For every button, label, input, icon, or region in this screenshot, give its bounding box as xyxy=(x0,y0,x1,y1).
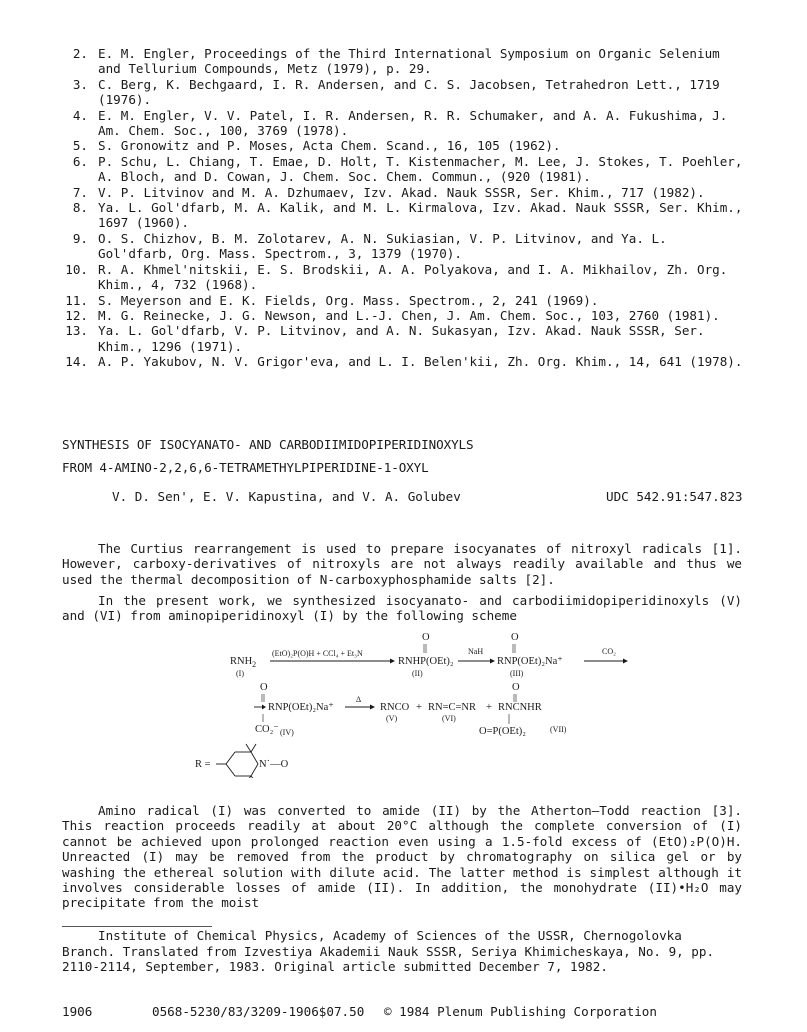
reference-item xyxy=(58,231,748,262)
reference-number: 7. xyxy=(72,184,88,200)
reference-text: M. G. Reinecke, J. G. Newson, and L.-J. Chen, J. Am. Chem. Soc., 103, 2760 (1981). xyxy=(98,307,720,323)
reagents-atherton-todd: (EtO)₂P(O)H + CCl₄ + Et₃N xyxy=(272,649,363,658)
reference-item xyxy=(58,293,748,308)
reference-item xyxy=(58,185,748,200)
reference-number: 11. xyxy=(65,292,88,308)
reference-item xyxy=(58,323,748,354)
udc-code: UDC 542.91:547.823 xyxy=(606,489,743,504)
reference-text: E. M. Engler, Proceedings of the Third International Symposium on Organic Selenium and Tellurium Compounds, Metz (1979), p. 29. xyxy=(98,46,720,77)
article-title-line-2: FROM 4-AMINO-2,2,6,6-TETRAMETHYLPIPERIDINE-1-OXYL xyxy=(62,460,429,475)
reference-number: 2. xyxy=(72,46,88,61)
arrowhead-3 xyxy=(623,659,628,664)
reference-item xyxy=(58,154,748,185)
label-compound-V: (V) xyxy=(386,714,398,723)
copyright-notice: © 1984 Plenum Publishing Corporation xyxy=(384,1004,657,1019)
reference-text: S. Gronowitz and P. Moses, Acta Chem. Scand., 16, 105 (1962). xyxy=(98,138,561,154)
plus-sign-2: + xyxy=(486,702,492,713)
reference-number: 3. xyxy=(72,76,88,92)
article-authors: V. D. Sen', E. V. Kapustina, and V. A. Golubev xyxy=(112,489,461,504)
reference-item xyxy=(58,138,748,153)
reference-text: O. S. Chizhov, B. M. Zolotarev, A. N. Sukiasian, V. P. Litvinov, and Ya. L. Gol'dfarb, Org. Mass. Spectrom., 3, 1379 (1970). xyxy=(98,230,667,262)
phosphoryl-group: O=P(OEt)₂ xyxy=(479,726,526,737)
reaction-scheme-drawing xyxy=(190,628,630,778)
reference-text: Ya. L. Gol'dfarb, V. P. Litvinov, and A. N. Sukasyan, Izv. Akad. Nauk SSSR, Ser. Khim., 1296 (1971). xyxy=(98,323,705,354)
arrowhead-4 xyxy=(370,705,375,710)
reference-item xyxy=(58,262,748,293)
compound-isocyanate: RNCO xyxy=(380,702,410,713)
reference-item xyxy=(58,308,748,323)
r-definition: R = xyxy=(195,759,211,770)
page-number: 1906 xyxy=(62,1004,93,1019)
compound-carbamate: RNP(OEt)₂Na⁺ xyxy=(268,702,334,713)
nitroxyl-group: N˙—O xyxy=(259,759,289,770)
footnote-rule xyxy=(62,926,212,927)
reference-number: 9. xyxy=(72,230,88,246)
reference-item xyxy=(58,77,748,108)
reagent-co2: CO₂ xyxy=(602,647,616,656)
reference-number: 8. xyxy=(72,200,88,216)
reference-text: A. P. Yakubov, N. V. Grigor'eva, and L. I. Belen'kii, Zh. Org. Khim., 14, 641 (1978). xyxy=(98,354,743,370)
copyright-code: 0568-5230/83/3209-1906$07.50 xyxy=(152,1004,365,1019)
reference-item xyxy=(58,108,748,139)
paragraph-atherton-todd: Amino radical (I) was converted to amide (II) by the Atherton—Todd reaction [3]. This reaction proceeds readily at about 20°C although the complete conversion of (I) cannot be achieved upon prolonged reaction even using a 1.5-fold excess of (EtO)₂P(O)H. Unreacted (I) may be removed from the product by chromatography on silica gel or by washing the ethereal solution with dilute acid. The latter method is simplest although it involves considerable losses of amide (II). In addition, the monohydrate (II)•H₂O may precipitate from the moist xyxy=(62,803,742,911)
reaction-scheme xyxy=(190,628,630,778)
paragraph-scheme-intro: In the present work, we synthesized isocyanato- and carbodiimidopiperidinoxyls (V) and (VI) from aminopiperidinoxyl (I) by the following scheme xyxy=(62,593,742,624)
carboxylate-group: CO₂⁻ xyxy=(255,724,279,735)
paragraph-intro: The Curtius rearrangement is used to prepare isocyanates of nitroxyl radicals [1]. However, carboxy-derivatives of nitroxyls are not always readily available and thus we used the thermal decomposition of N-carboxyphosphamide salts [2]. xyxy=(62,541,742,587)
piperidine-ring xyxy=(216,744,258,778)
reference-item xyxy=(58,354,748,369)
reference-text: Ya. L. Gol'dfarb, M. A. Kalik, and M. L. Kirmalova, Izv. Akad. Nauk SSSR, Ser. Khim., 1697 (1960). xyxy=(98,200,743,231)
label-compound-III: (III) xyxy=(510,669,524,678)
reference-number: 13. xyxy=(65,323,88,339)
reference-number: 12. xyxy=(65,307,88,323)
reference-number: 4. xyxy=(72,107,88,123)
reference-text: V. P. Litvinov and M. A. Dzhumaev, Izv. Akad. Nauk SSSR, Ser. Khim., 717 (1982). xyxy=(98,184,705,200)
heat-symbol: Δ xyxy=(356,695,362,704)
continuation-arrowhead xyxy=(262,705,266,710)
label-compound-I: (I) xyxy=(236,669,244,678)
label-compound-VII: (VII) xyxy=(550,725,567,734)
reference-number: 5. xyxy=(72,138,88,154)
reference-number: 14. xyxy=(65,354,88,370)
reference-item xyxy=(58,46,748,77)
compound-carbodiimide: RN=C=NR xyxy=(428,702,477,713)
reference-text: C. Berg, K. Bechgaard, I. R. Andersen, and C. S. Jacobsen, Tetrahedron Lett., 1719 (1976). xyxy=(98,76,720,108)
compound-urea: RNCNHR xyxy=(498,702,542,713)
reference-item xyxy=(58,200,748,231)
reference-number: 6. xyxy=(72,153,88,169)
compound-sodium-salt: RNP(OEt)₂Na⁺ xyxy=(497,656,563,667)
compound-amide: RNHP(OEt)₂ xyxy=(398,656,454,667)
reference-text: S. Meyerson and E. K. Fields, Org. Mass. Spectrom., 2, 241 (1969). xyxy=(98,292,599,308)
reference-text: R. A. Khmel'nitskii, E. S. Brodskii, A. A. Polyakova, and I. A. Mikhailov, Zh. Org. Khim., 4, 732 (1968). xyxy=(98,261,728,293)
oxo-IV: O xyxy=(260,682,268,693)
oxo-II: O xyxy=(422,632,430,643)
oxo-III: O xyxy=(511,632,519,643)
compound-amine: $RNH_2$ xyxy=(230,656,257,669)
reference-text: E. M. Engler, V. V. Patel, I. R. Andersen, R. R. Schumaker, and A. A. Fukushima, J. Am. Chem. Soc., 100, 3769 (1978). xyxy=(98,107,728,139)
reference-number: 10. xyxy=(65,261,88,277)
oxo-VII: O xyxy=(512,682,520,693)
label-compound-VI: (VI) xyxy=(442,714,456,723)
arrowhead-1 xyxy=(390,659,395,664)
reference-text: P. Schu, L. Chiang, T. Emae, D. Holt, T. Kistenmacher, M. Lee, J. Stokes, T. Poehler, A. Bloch, and D. Cowan, J. Chem. Soc. Chem. Commun., (920 (1981). xyxy=(98,153,743,185)
reference-list xyxy=(58,46,748,370)
footnote: Institute of Chemical Physics, Academy of Sciences of the USSR, Chernogolovka Branch. Translated from Izvestiya Akademii Nauk SSSR, Seriya Khimicheskaya, No. 9, pp. 2110-2114, September, 1983. Original article submitted December 7, 1982. xyxy=(62,928,715,975)
article-title-line-1: SYNTHESIS OF ISOCYANATO- AND CARBODIIMIDOPIPERIDINOXYLS xyxy=(62,437,474,452)
label-compound-IV: (IV) xyxy=(280,728,294,737)
label-compound-II: (II) xyxy=(412,669,423,678)
plus-sign-1: + xyxy=(416,702,422,713)
arrowhead-2 xyxy=(490,659,495,664)
reagent-nah: NaH xyxy=(468,647,484,656)
